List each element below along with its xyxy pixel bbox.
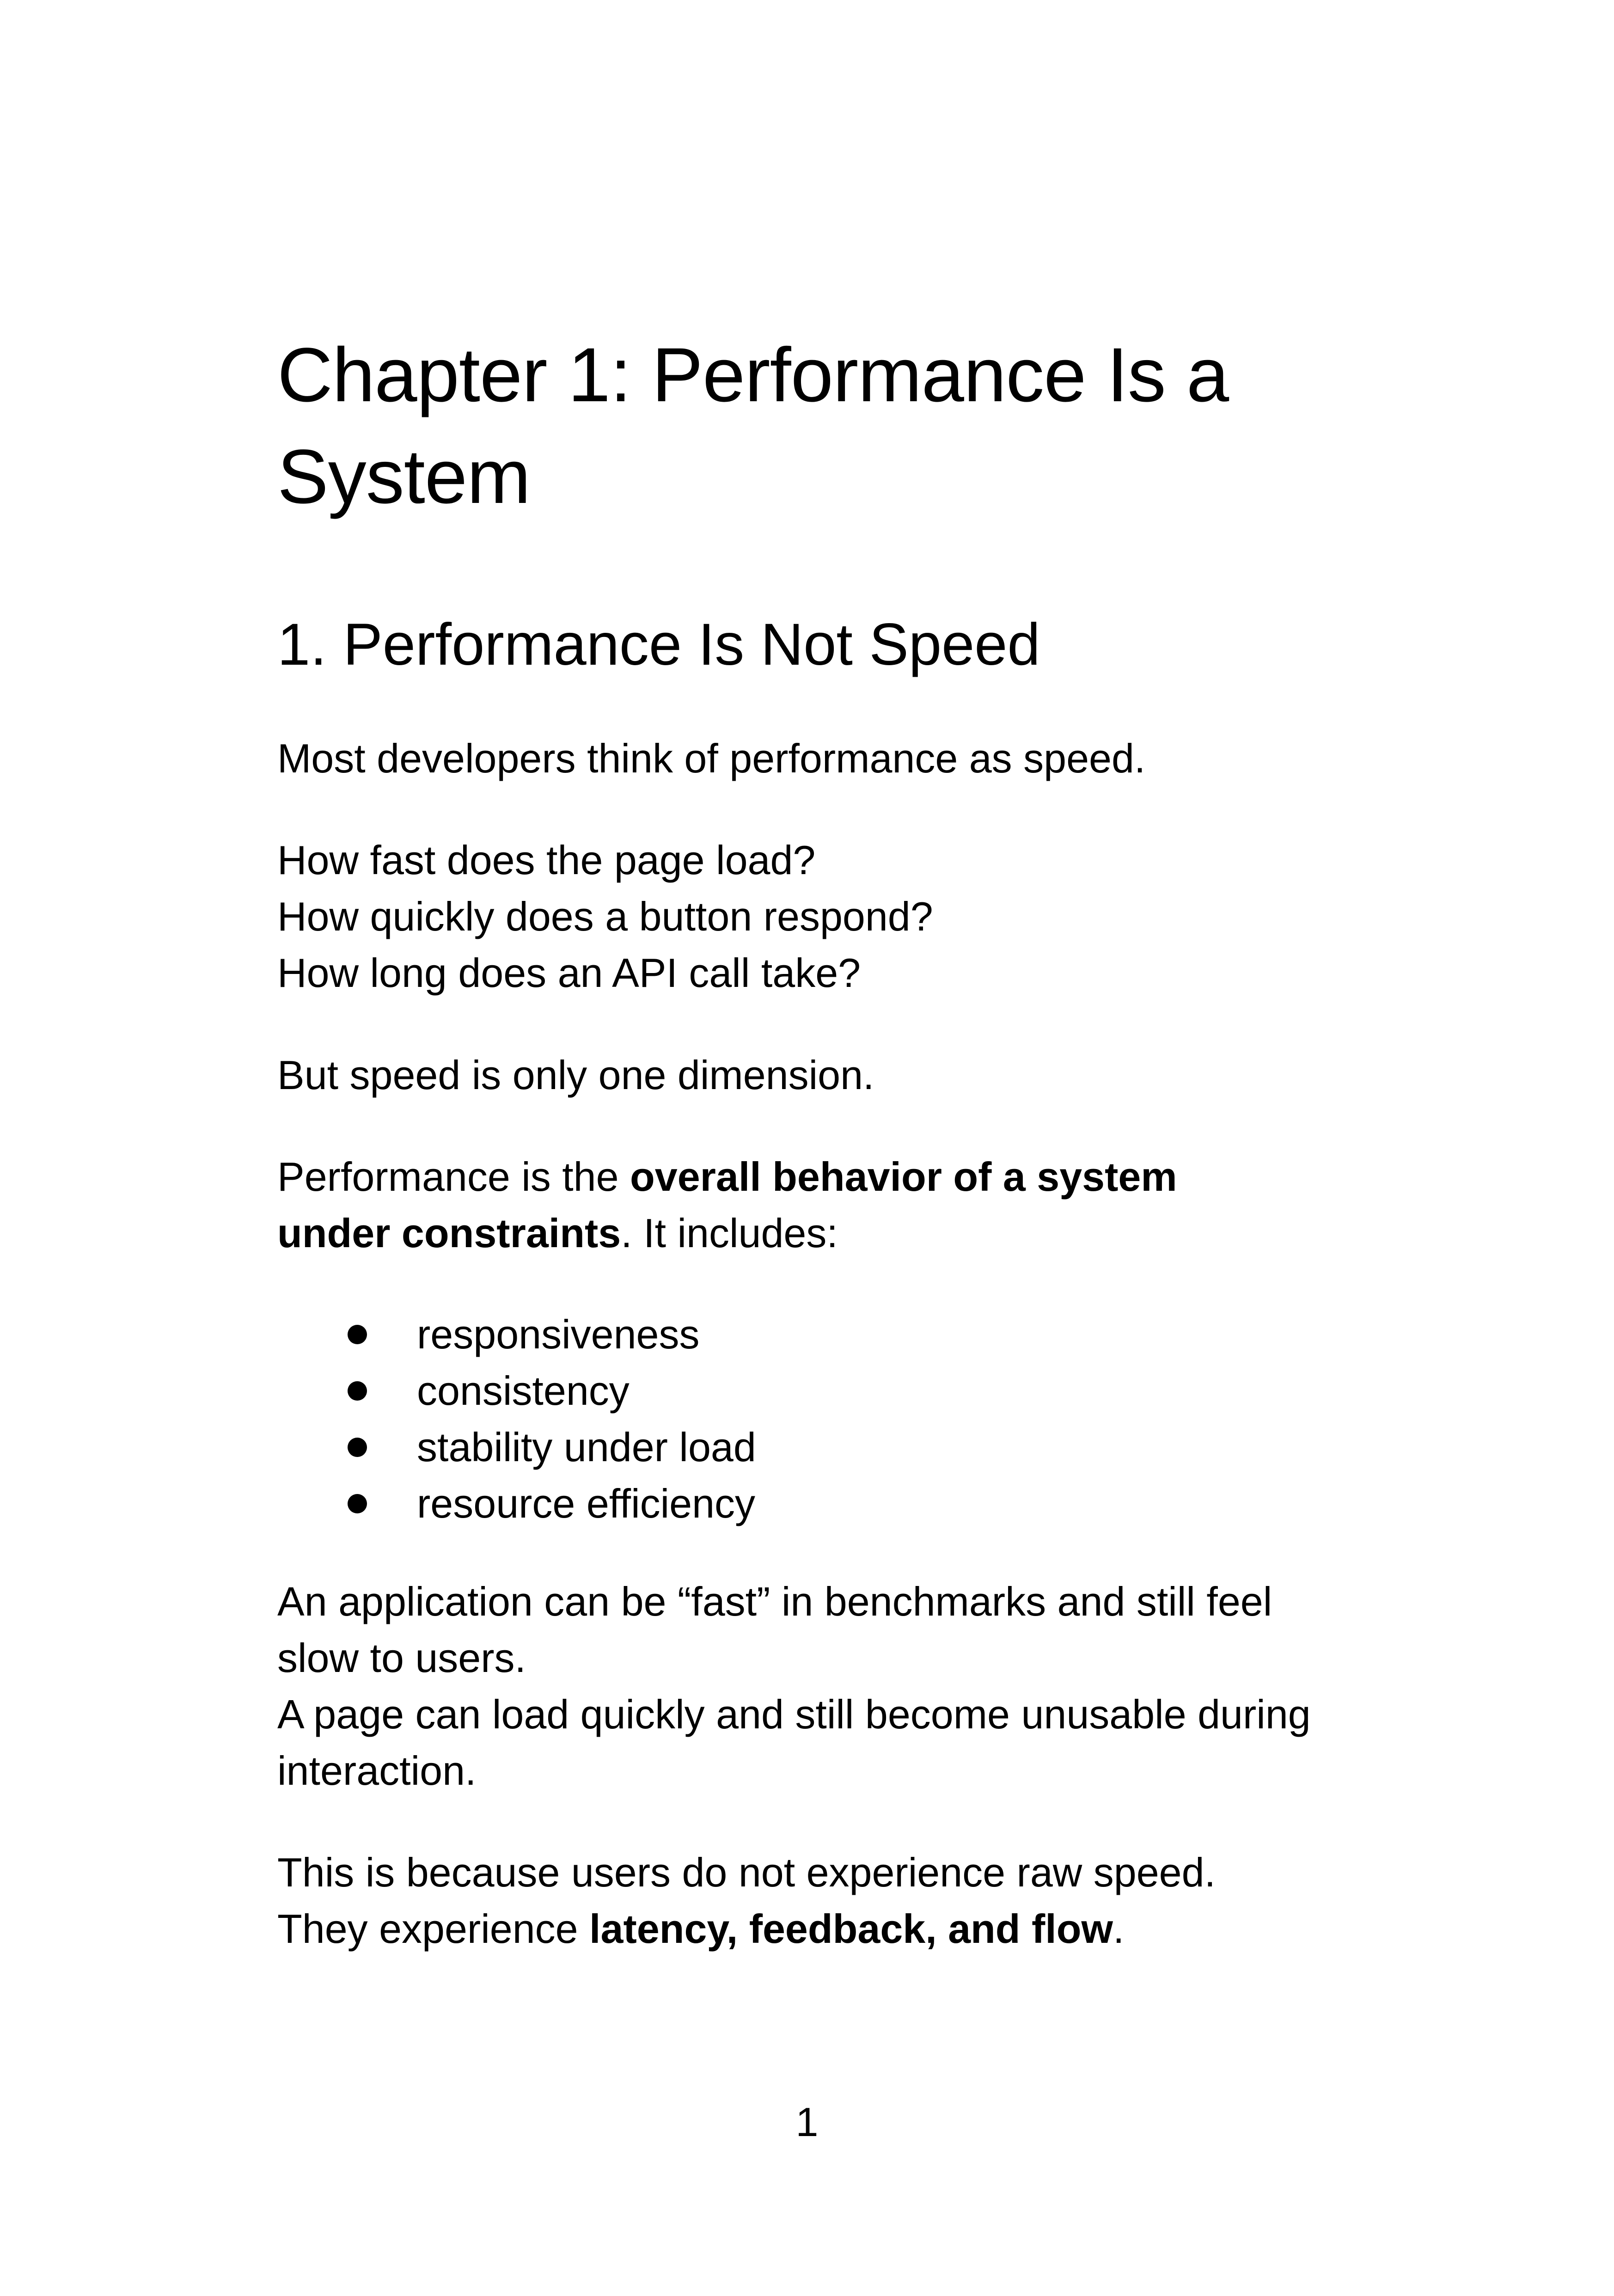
paragraph-questions: [277, 832, 1340, 1001]
section-title: 1. Performance Is Not Speed: [277, 612, 1040, 678]
list-item-text: responsiveness: [417, 1311, 700, 1357]
page-number: 1: [795, 2099, 819, 2145]
paragraph-intro: Most developers think of performance as speed.: [277, 735, 1146, 781]
list-item: [277, 1419, 756, 1476]
list-item-text: stability under load: [417, 1424, 756, 1470]
list-item: [277, 1476, 756, 1532]
experience-prefix: They experience: [277, 1906, 590, 1952]
definition-prefix: Performance is the: [277, 1154, 630, 1200]
experience-bold: latency, feedback, and flow: [589, 1906, 1113, 1952]
experience-suffix: .: [1113, 1906, 1125, 1952]
bullet-icon: [348, 1381, 367, 1401]
bullet-icon: [348, 1325, 367, 1344]
paragraph-benchmarks: [277, 1574, 1340, 1799]
question-line: How long does an API call take?: [277, 950, 861, 996]
bullet-icon: [348, 1494, 367, 1513]
interaction-sentence: A page can load quickly and still become unusable during interaction.: [277, 1691, 1311, 1794]
definition-bold: overall behavior of a system under constraints: [277, 1154, 1177, 1256]
list-item: [277, 1306, 756, 1363]
list-item-text: consistency: [417, 1368, 630, 1414]
paragraph-speed-dimension: But speed is only one dimension.: [277, 1052, 874, 1098]
raw-speed-sentence: This is because users do not experience raw speed.: [277, 1849, 1216, 1895]
list-item: [277, 1363, 756, 1419]
experience-sentence: [277, 1901, 1340, 1957]
question-line: How quickly does a button respond?: [277, 894, 933, 939]
question-line: How fast does the page load?: [277, 837, 816, 883]
performance-aspects-list: [277, 1306, 756, 1532]
paragraph-user-experience: [277, 1844, 1340, 1957]
list-item-text: resource efficiency: [417, 1481, 756, 1526]
chapter-title: Chapter 1: Performance Is a System: [277, 332, 1229, 520]
bullet-icon: [348, 1438, 367, 1457]
benchmarks-sentence: An application can be “fast” in benchmarks and still feel slow to users.: [277, 1579, 1272, 1681]
definition-suffix: . It includes:: [621, 1210, 838, 1256]
paragraph-performance-definition: [277, 1149, 1271, 1261]
